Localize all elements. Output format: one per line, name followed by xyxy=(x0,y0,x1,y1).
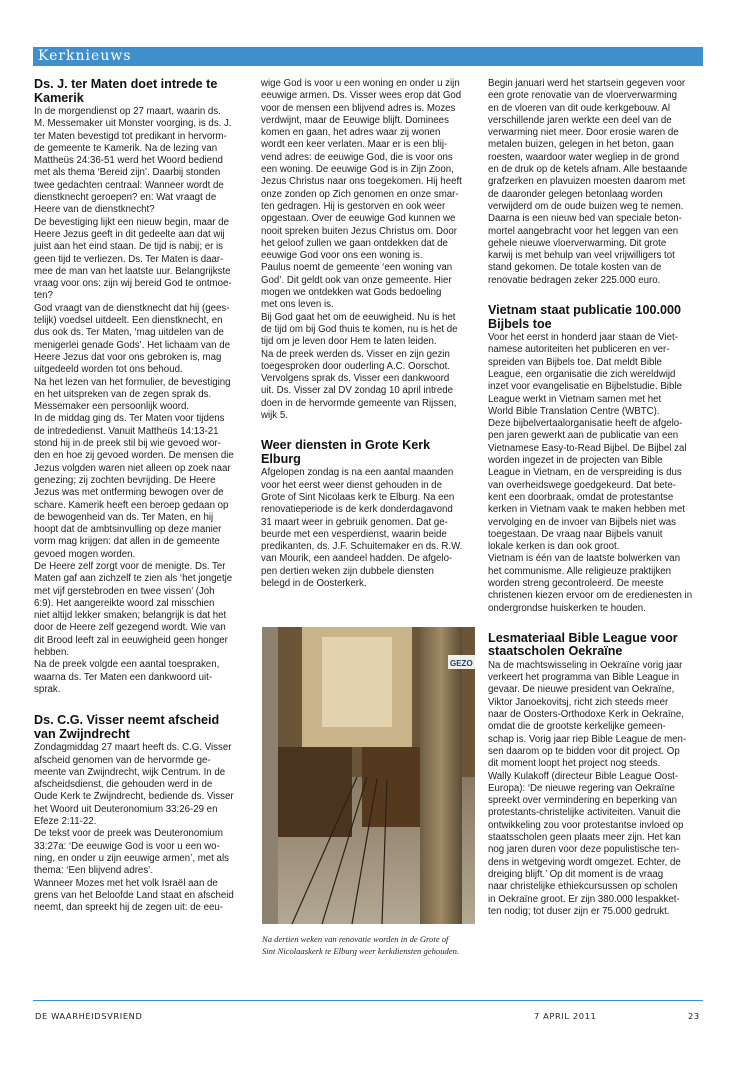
article-title-visser: Ds. C.G. Visser neemt afscheid van Zwijndrecht xyxy=(34,713,220,741)
article-title-ter-maten: Ds. J. ter Maten doet intrede te Kamerik xyxy=(34,77,218,105)
article-body-visser-continued: wige God is voor u een woning en onder u zijn eeuwige armen. Ds. Visser wees erop dat God voor de mensen een blijvend adres is. Mozes verdwijnt, maar de Eeuwige blijft. Dominees komen en gaan, het adres waar zij wonen wordt een keer verlaten. Maar er is een blij- vend adres: de eeuwige God, die is voor ons een woning. De eeuwige God is in Zijn Zoon, Jezus Christus naar ons toegekomen. Hij heeft onze zonden op Zich genomen en onze smar- ten gedragen. Hij is gestorven en ook weer opgestaan. Over de eeuwige God kunnen we nooit spreken buiten Jezus Christus om. Door het geloof zullen we gaan ontdekken dat de eeuwige God voor ons een woning is. Paulus noemt de gemeente ‘een woning van God’. Dit geldt ook van onze gemeente. Hier mogen we ontdekken wat Gods bedoeling met ons leven is. Bij God gaat het om de eeuwigheid. Nu is het de tijd om bij God thuis te komen, nu is het de tijd om je leven door Hem te laten leiden. Na de preek werden ds. Visser en zijn gezin toegesproken door ouderling A.C. Oorschot. Vervolgens sprak ds. Visser een dankwoord uit. Ds. Visser zal DV zondag 10 april intrede doen in de hervormde gemeente van Rijssen, wijk 5. xyxy=(261,78,462,422)
church-interior-photo xyxy=(262,627,475,924)
article-title-oekraine: Lesmateriaal Bible League voor staatscholen Oekraïne xyxy=(488,630,678,659)
article-title-elburg: Weer diensten in Grote Kerk Elburg xyxy=(261,438,431,466)
footer-publication: DE WAARHEIDSVRIEND xyxy=(35,1011,143,1021)
footer-page-number: 23 xyxy=(688,1011,700,1021)
article-body-vietnam: Voor het eerst in honderd jaar staan de Viet- namese autoriteiten het publiceren en ver- spreiden van Bijbels toe. Dat meldt Bible League, een organisatie die zich wereldwijd inzet voor evangelisatie en Bijbelstudie. Bible League werkt in Vietnam samen met het World Bible Translation Centre (WBTC). Deze bijbelvertaalorganisatie heeft de afgelo- pen jaren gewerkt aan de publicatie van een Vietnamese Easy-to-Read Bijbel. De Bijbel zal worden ingezet in de projecten van Bible League in Vietnam, en de verspreiding is dus van overheidswege goedgekeurd. Dat bete- kent een doorbraak, omdat de protestantse kerken in Vietnam vaak te maken hebben met vervolging en de invoer van Bijbels niet was toegestaan. De vraag naar Bijbels vanuit lokale kerken is dan ook groot. Vietnam is één van de laatste bolwerken van het communisme. Alle religieuze praktijken worden streng gecontroleerd. De meeste christenen kiezen ervoor om de eredienesten in ondergrondse huiskerken te houden. xyxy=(488,332,693,614)
photo-sign-text: GEZO xyxy=(450,659,473,668)
section-header xyxy=(33,47,703,66)
article-body-visser: Zondagmiddag 27 maart heeft ds. C.G. Visser afscheid genomen van de hervormde ge- meente van Zwijndrecht, wijk Centrum. In de afscheidsdienst, die gehouden werd in de Oude Kerk te Zwijndrecht, bediende ds. Visser het Woord uit Deuteronomium 33:26-29 en Efeze 2:11-22. De tekst voor de preek was Deuteronomium 33:27a: ‘De eeuwige God is voor u een wo- ning, en onder u zijn eeuwige armen’, met als thema: ‘Een blijvend adres’. Wanneer Mozes met het volk Israël aan de grens van het Beloofde Land staat en afscheid neemt, dan spreekt hij de zegen uit: de eeu- xyxy=(34,742,234,914)
photo-caption: Na dertien weken van renovatie worden in de Grote of Sint Nicolaaskerk te Elburg weer kerkdiensten gehouden. xyxy=(262,934,460,956)
article-body-elburg: Afgelopen zondag is na een aantal maanden voor het eerst weer dienst gehouden in de Grote of Sint Nicolaas kerk te Elburg. Na een renovatieperiode is de kerk donderdagavond 31 maart weer in gebruik genomen. Dat ge- beurde met een vesperdienst, waarin beide predikanten, ds. J.F. Schuitemaker en ds. R.W. van Mourik, een aandeel hadden. De afgelo- pen dertien weken zijn dubbele diensten belegd in de Oosterkerk. xyxy=(261,467,463,589)
column-2 xyxy=(261,78,477,590)
article-body-elburg-continued: Begin januari werd het startsein gegeven voor een grote renovatie van de vloerverwarming en de vloeren van dit oude kerkgebouw. Al verschillende jaren werkte een deel van de verwarming niet meer. Door erosie waren de metalen buizen, gelegen in het beton, gaan roesten, waardoor water wegliep in de grond en de druk op de ketels afnam. Alle bestaande grafzerken en plavuizen moesten daarom met de daaronder gelegen betonlaag worden verwijderd om de oude buizen weg te nemen. Daarna is een nieuw bed van speciale beton- mortel aangebracht voor het leggen van een gehele nieuwe vloerverwarming. Dit grote karwij is met behulp van veel vrijwilligers tot stand gekomen. De totale kosten van de renovatie bedragen zeker 225.000 euro. xyxy=(488,78,688,286)
article-body-ter-maten: In de morgendienst op 27 maart, waarin ds. M. Messemaker uit Monster voorging, is ds. J. ter Maten bevestigd tot predikant in hervorm- de gemeente te Kamerik. Na de lezing van Mattheüs 24:36-51 werd het Woord bediend met als thema ‘Bereid zijn’. Daarbij stonden twee gedachten centraal: Wanneer wordt de dienstknecht geroepen? en: Wat vraagt de Heere van de dienstknecht? De bevestiging lijkt een nieuw begin, maar de Heere Jezus geeft in dit gedeelte aan dat wij juist aan het eind staan. De tijd is nabij; er is geen tijd te verliezen. Ds. Ter Maten is daar- mee de man van het laatste uur. Belangrijkste vraag voor ons: zijn wij bereid God te ontmoe- ten? God vraagt van de dienstknecht dat hij (gees- telijk) voedsel uitdeelt. Een dienstknecht, en dus ook ds. Ter Maten, ‘mag uitdelen van de menigerlei genade Gods’. Het lichaam van de Heere Jezus dat voor ons gebroken is, mag uitgedeeld worden tot ons behoud. Na het lezen van het formulier, de bevestiging en het uitspreken van de zegen sprak ds. Messemaker een persoonlijk woord. In de middag ging ds. Ter Maten voor tijdens de intrededienst. Vanuit Mattheüs 14:13-21 stond hij in de preek stil bij wie gevoed wor- den en hoe zij gevoed worden. De mensen die Jezus volgden waren niet alleen op zoek naar genezing; zij zochten bevrijding. De Heere Jezus was met ontferming bewogen over de schare. Kamerik heeft een beroep gedaan op de bewogenheid van ds. Ter Maten, en hij hoopt dat de ambtsinvulling op deze manier vorm mag krijgen: dat allen in de gemeente gevoed mogen worden. De Heere zelf zorgt voor de menigte. Ds. Ter Maten gaf aan zichzelf te zien als ‘het jongetje met vijf gerstebroden en twee vissen’ (Joh 6:9). Het aangereikte woord zal misschien niet altijd lekker smaken; belangrijk is dat het door de Heere zelf gezegend wordt. Wie van dit Brood leeft zal in eeuwigheid geen honger hebben. Na de preek volgde een aantal toespraken, waarna ds. Ter Maten een dankwoord uit- sprak. xyxy=(34,106,234,695)
footer-rule xyxy=(33,1000,703,1001)
article-body-oekraine: Na de machtswisseling in Oekraïne vorig jaar verkeert het programma van Bible League in gevaar. De nieuwe president van Oekraïne, Viktor Janoekovitsj, richt zich steeds meer naar de Oosters-Orthodoxe Kerk in Oekraïne, omdat die de grootste kerkelijke gemeen- schap is. Vorig jaar riep Bible League de men- sen daarom op te bidden voor dit project. Op dit moment loopt het project nog steeds. Wally Kulakoff (directeur Bible League Oost- Europa): ‘De nieuwe regering van Oekraïne spreekt over vermindering en beperking van protestants-christelijke activiteiten. Vanuit die ontwikkeling zou voor protestantse invloed op staatsscholen geen plaats meer zijn. Het kan nog jaren duren voor deze populistische ten- dens in wetgeving wordt omgezet. Echter, de dreiging blijft.’ Op dit moment is de vraag naar christelijke ethiekcursussen op scholen in Oekraïne groot. Er zijn 380.000 lespakket- ten nodig; tot duser zijn er 75.000 gedrukt. xyxy=(488,659,687,917)
church-renovation-image xyxy=(262,627,475,924)
column-3 xyxy=(488,78,704,918)
footer-date: 7 APRIL 2011 xyxy=(534,1011,597,1021)
column-1 xyxy=(34,78,250,914)
article-title-vietnam: Vietnam staat publicatie 100.000 Bijbels toe xyxy=(488,303,681,331)
section-title: Kerknieuws xyxy=(38,48,132,64)
